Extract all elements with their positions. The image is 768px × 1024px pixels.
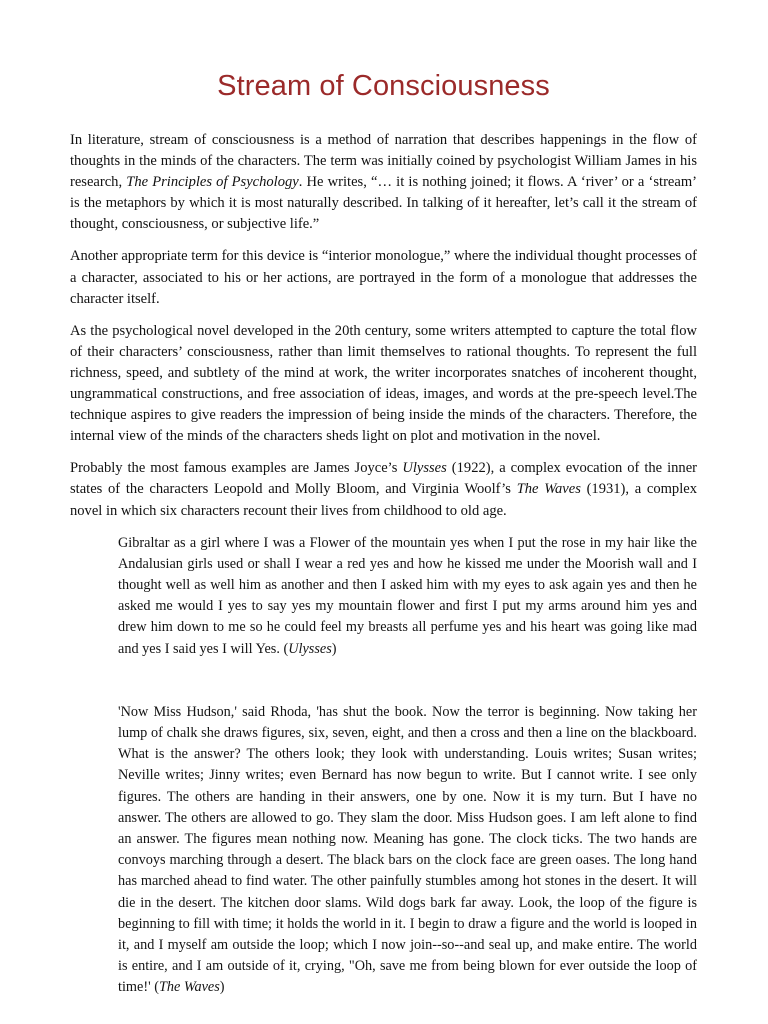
book-title: The Principles of Psychology: [126, 174, 299, 191]
page-title: Stream of Consciousness: [217, 70, 550, 102]
quote-text: Gibraltar as a girl where I was a Flower of the mountain yes when I put the rose in my hair like the Andalusian girls used or shall I wear a red yes and how he kissed me under the Moorish wall and I thought well as well him as another and then I asked him with my eyes to ask again yes and then he asked me would I yes to say yes my mountain flower and first I put my arms around him yes and drew him down to me so he could feel my breasts all perfume yes and his heart was going like mad and yes I said yes I will Yes.: [118, 534, 697, 657]
quote-ulysses: [118, 533, 697, 660]
quote-paren: (: [154, 979, 159, 996]
quote-paren: (: [283, 640, 289, 657]
paragraph-text: Probably the most famous examples are James Joyce’s: [70, 460, 403, 477]
quote-the-waves: [118, 702, 697, 999]
quote-text: 'Now Miss Hudson,' said Rhoda, 'has shut the book. Now the terror is beginning. Now taking her lump of chalk she draws figures, six, seven, eight, and then a cross and then a line on the blackboard. What is the answer? The others look; they look with understanding. Louis writes; Susan writes; Neville writes; Jinny writes; even Bernard has now begun to write. But I cannot write. I see only figures. The others are handing in their answers, one by one. Now it is my turn. But I have no answer. The others are allowed to go. They slam the door. Miss Hudson goes. I am left alone to find an answer. The figures mean nothing now. Meaning has gone. The clock ticks. The two hands are convoys marching through a desert. The black bars on the clock face are green oases. The long hand has marched ahead to find water. The other painfully stumbles among hot stones in the desert. It will die in the desert. The kitchen door slams. Wild dogs bark far away. Look, the loop of the figure is beginning to fill with time; it holds the world in it. I begin to draw a figure and the world is looped in it, and I myself am outside the loop; which I now join--so--and seal up, and make entire. The world is entire, and I am outside of it, crying, "Oh, save me from being blown for ever outside the loop of time!': [118, 703, 697, 996]
paragraph-text: (1922), a complex evocation of the inner states of the characters Leopold and Molly Bloom, and Virginia Woolf’s: [70, 460, 697, 498]
paragraph-examples: [70, 458, 697, 521]
paragraph-text: . He writes, “… it is nothing joined; it flows. A ‘river’ or a ‘stream’ is the metaphors by which it is most naturally described. In talking of it hereafter, let’s call it the stream of thought, consciousness, or subjective life.”: [70, 174, 697, 233]
paragraph-interior-monologue: Another appropriate term for this device is “interior monologue,” where the individual thought processes of a character, associated to his or her actions, are portrayed in the form of a monologue that addresses the character itself.: [70, 248, 697, 307]
quote-source: The Waves: [158, 979, 220, 996]
paragraph-definition: [70, 130, 697, 235]
paragraph-psychological-novel: As the psychological novel developed in the 20th century, some writers attempted to capture the total flow of their characters’ consciousness, rather than limit themselves to rational thoughts. To represent the full richness, speed, and subtlety of the mind at work, the writer incorporates snatches of incoherent thought, ungrammatical constructions, and free association of ideas, images, and words at the pre-speech level.The technique aspires to give readers the impression of being inside the minds of the characters. Therefore, the internal view of the minds of the characters sheds light on plot and motivation in the novel.: [70, 322, 697, 445]
book-title: Ulysses: [402, 460, 447, 477]
document-body: [70, 130, 697, 999]
quote-source: Ulysses: [288, 640, 332, 657]
paragraph-text: (1931), a complex novel in which six characters recount their lives from childhood to old age.: [70, 481, 697, 519]
book-title: The Waves: [516, 481, 581, 498]
quote-paren: ): [219, 979, 225, 996]
quote-paren: ): [331, 640, 337, 657]
paragraph-text: In literature, stream of consciousness is a method of narration that describes happenings in the flow of thoughts in the minds of the characters. The term was initially coined by psychologist William James in his research,: [70, 132, 697, 191]
